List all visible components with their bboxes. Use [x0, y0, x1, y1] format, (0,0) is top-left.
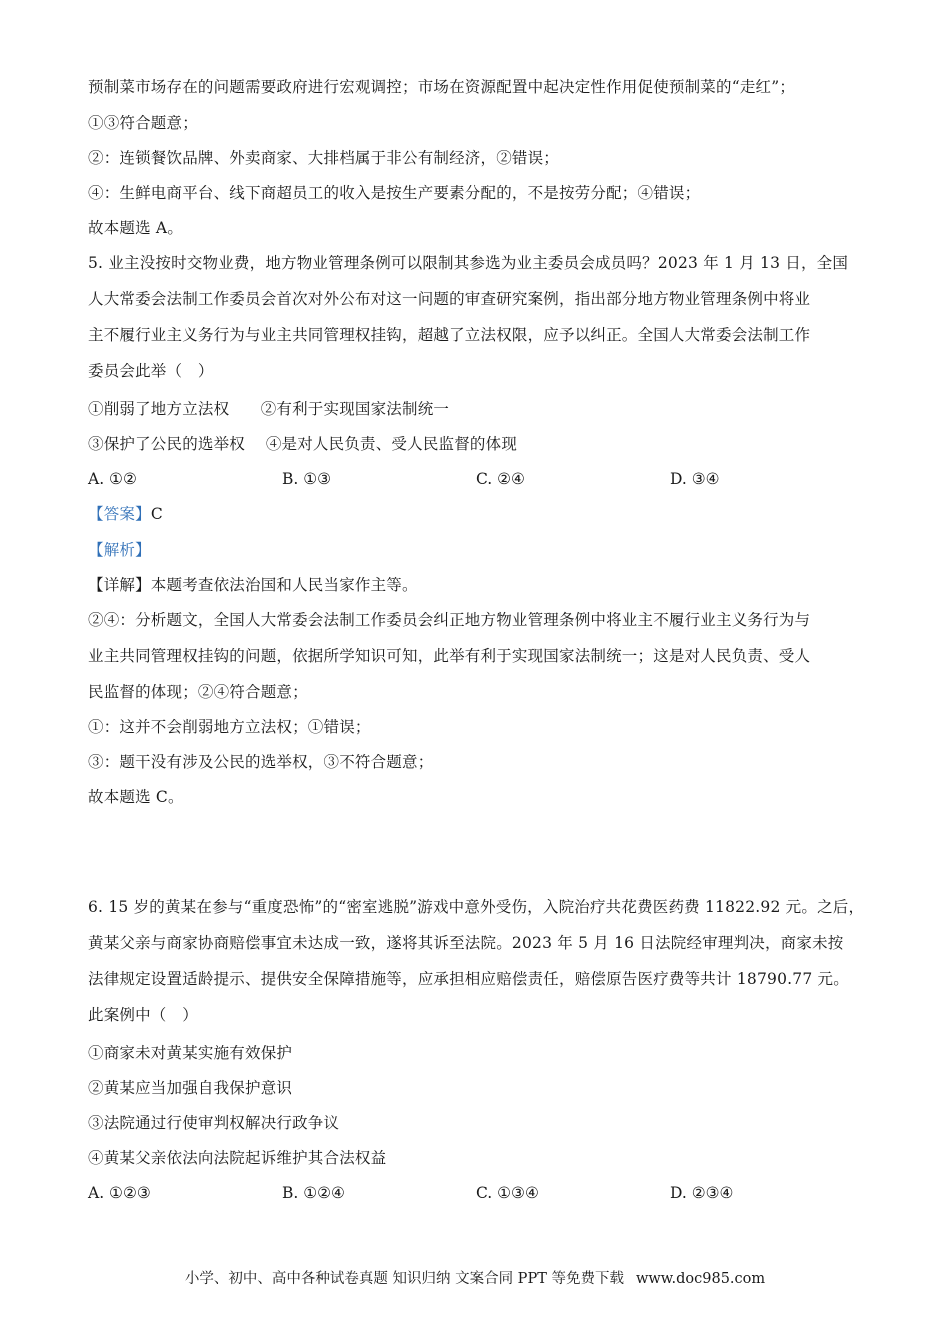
- option-b: B. ①②④: [282, 1184, 345, 1202]
- explanation-line: 民监督的体现；②④符合题意；: [88, 683, 308, 701]
- answer-tag: 【答案】: [88, 505, 151, 523]
- option-c: C. ②④: [476, 470, 525, 488]
- question-5-stem: 委员会此举（ ）: [88, 362, 214, 380]
- option-b: B. ①③: [282, 470, 332, 488]
- question-5-stem: 主不履行业主义务行为与业主共同管理权挂钩，超越了立法权限，应予以纠正。全国人大常委会法制工作: [88, 326, 811, 344]
- question-6-statement: ②黄某应当加强自我保护意识: [88, 1079, 293, 1097]
- question-6-statement: ④黄某父亲依法向法院起诉维护其合法权益: [88, 1149, 387, 1167]
- question-6-stem: 法律规定设置适龄提示、提供安全保障措施等，应承担相应赔偿责任，赔偿原告医疗费等共计 18790.77 元。: [88, 970, 849, 988]
- footer-text: 小学、初中、高中各种试卷真题 知识归纳 文案合同 PPT 等免费下载: [184, 1271, 624, 1287]
- analysis-tag: 【解析】: [88, 541, 151, 559]
- previous-answer-line: 预制菜市场存在的问题需要政府进行宏观调控；市场在资源配置中起决定性作用促使预制菜的“走红”；: [88, 78, 796, 96]
- question-6-stem: 黄某父亲与商家协商赔偿事宜未达成一致，遂将其诉至法院。2023 年 5 月 16 日法院经审理判决，商家未按: [88, 934, 844, 952]
- answer-value: C: [150, 505, 163, 523]
- option-d: D. ③④: [670, 470, 720, 488]
- question-5-statements: ③保护了公民的选举权 ④是对人民负责、受人民监督的体现: [88, 435, 518, 453]
- previous-answer-line: ④：生鲜电商平台、线下商超员工的收入是按生产要素分配的，不是按劳分配；④错误；: [88, 184, 701, 202]
- question-5-stem: 5. 业主没按时交物业费，地方物业管理条例可以限制其参选为业主委员会成员吗？2023 年 1 月 13 日，全国: [88, 254, 849, 272]
- footer-url[interactable]: www.doc985.com: [635, 1271, 766, 1287]
- option-d: D. ②③④: [670, 1184, 734, 1202]
- question-6-statement: ③法院通过行使审判权解决行政争议: [88, 1114, 340, 1132]
- explanation-conclusion: 故本题选 C。: [88, 788, 184, 806]
- previous-answer-conclusion: 故本题选 A。: [88, 219, 184, 237]
- question-5-statements: ①削弱了地方立法权 ②有利于实现国家法制统一: [88, 400, 450, 418]
- question-5-stem: 人大常委会法制工作委员会首次对外公布对这一问题的审查研究案例，指出部分地方物业管理条例中将业: [88, 290, 811, 308]
- option-a: A. ①②③: [88, 1184, 151, 1202]
- previous-answer-line: ②：连锁餐饮品牌、外卖商家、大排档属于非公有制经济，②错误；: [88, 149, 560, 167]
- explanation-line: ②④：分析题文，全国人大常委会法制工作委员会纠正地方物业管理条例中将业主不履行业主义务行为与: [88, 611, 811, 629]
- question-6-stem: 此案例中（ ）: [88, 1006, 198, 1024]
- previous-answer-line: ①③符合题意；: [88, 114, 198, 132]
- detail-line: 【详解】本题考查依法治国和人民当家作主等。: [88, 576, 418, 594]
- explanation-line: ①：这并不会削弱地方立法权；①错误；: [88, 718, 371, 736]
- explanation-line: ③：题干没有涉及公民的选举权，③不符合题意；: [88, 753, 434, 771]
- question-6-stem: 6. 15 岁的黄某在参与“重度恐怖”的“密室逃脱”游戏中意外受伤，入院治疗共花费医药费 11822.92 元。之后，: [88, 898, 865, 916]
- explanation-line: 业主共同管理权挂钩的问题，依据所学知识可知，此举有利于实现国家法制统一；这是对人民负责、受人: [88, 647, 811, 665]
- option-a: A. ①②: [88, 470, 137, 488]
- answer-line: [88, 503, 163, 525]
- option-c: C. ①③④: [476, 1184, 539, 1202]
- page-footer: [0, 1268, 950, 1290]
- question-6-statement: ①商家未对黄某实施有效保护: [88, 1044, 293, 1062]
